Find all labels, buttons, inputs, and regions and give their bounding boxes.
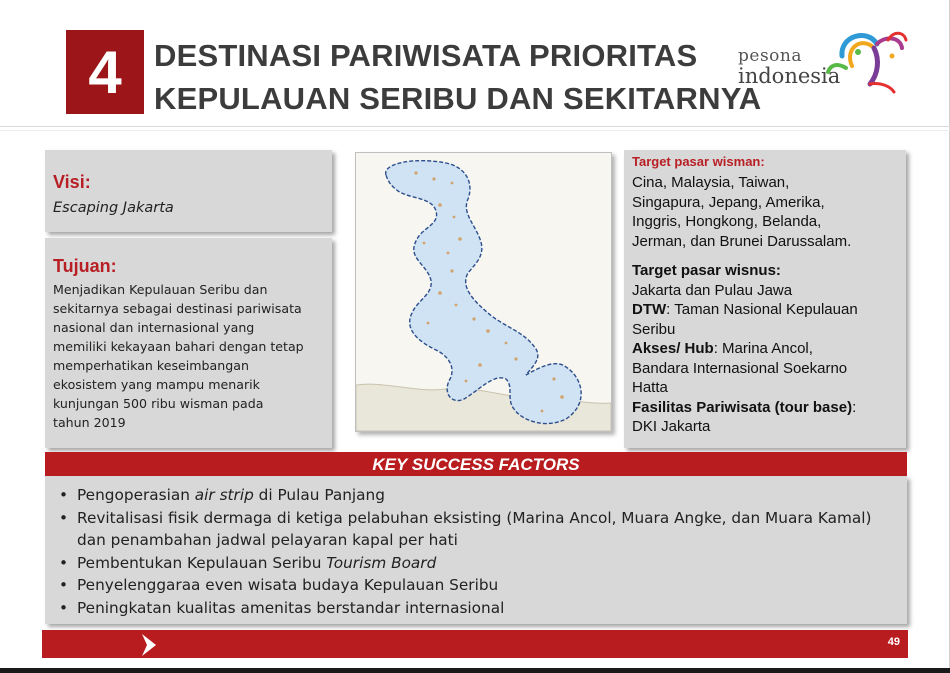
- footer-bar: [42, 630, 908, 658]
- tujuan-line: tahun 2019: [53, 415, 126, 430]
- tujuan-line: memperhatikan keseimbangan: [53, 358, 249, 373]
- ksf-item: • Pembentukan Kepulauan Seribu Tourism Board: [59, 553, 437, 572]
- ksf-item: • Pengoperasian air strip di Pulau Panjang: [59, 486, 385, 504]
- target-wisman-list: [632, 173, 851, 251]
- section-number: 4: [88, 38, 122, 106]
- fasilitas-text: DKI Jakarta: [632, 418, 711, 435]
- fasilitas-label: Fasilitas Pariwisata (tour base): [632, 398, 853, 416]
- tujuan-text: [53, 280, 328, 432]
- ksf-item: • Revitalisasi fisik dermaga di ketiga pelabuhan eksisting (Marina Ancol, Muara Angke, dan Muara Kamal): [59, 508, 872, 527]
- target-wisnus-text: Jakarta dan Pulau Jawa: [632, 281, 793, 299]
- tujuan-line: ekosistem yang mampu menarik: [53, 377, 260, 392]
- target-wisman-line: Singapura, Jepang, Amerika,: [632, 193, 825, 211]
- tujuan-line: nasional dan internasional yang: [53, 320, 255, 335]
- logo-swirl-icon: [822, 26, 908, 96]
- target-wisman-line: Jerman, dan Brunei Darussalam.: [632, 232, 852, 250]
- ksf-item: • Peningkatan kualitas amenitas berstandar internasional: [59, 598, 505, 617]
- tujuan-line: memiliki kekayaan bahari dengan tetap: [53, 339, 304, 354]
- section-number-badge: [66, 30, 144, 114]
- ksf-heading: KEY SUCCESS FACTORS: [372, 455, 580, 474]
- dtw-text: : Taman Nasional Kepulauan: [666, 301, 858, 318]
- visi-heading: Visi:: [53, 172, 91, 192]
- logo-text-pesona: pesona: [738, 46, 802, 66]
- target-details: [632, 261, 858, 437]
- title-line-1: DESTINASI PARIWISATA PRIORITAS: [154, 38, 698, 73]
- target-market-card: [624, 150, 906, 448]
- kepulauan-seribu-map: [355, 152, 612, 432]
- ksf-list: [59, 484, 899, 620]
- target-wisman-line: Inggris, Hongkong, Belanda,: [632, 213, 822, 230]
- visi-text: Escaping Jakarta: [53, 200, 174, 216]
- dtw-text-cont: Seribu: [632, 320, 676, 338]
- fasilitas-colon: :: [852, 398, 857, 416]
- akses-text-cont: Hatta: [632, 379, 668, 396]
- page-number: 49: [887, 636, 900, 648]
- ksf-item: • Penyelenggaraa even wisata budaya Kepulauan Seribu: [59, 576, 499, 595]
- ksf-heading-bar: [45, 452, 907, 476]
- tujuan-line: kunjungan 500 ribu wisman pada: [53, 396, 264, 411]
- title-line-2: KEPULAUAN SERIBU DAN SEKITARNYA: [154, 81, 762, 116]
- target-wisnus-heading: Target pasar wisnus:: [632, 262, 781, 279]
- tujuan-card: [45, 238, 332, 448]
- tujuan-line: Menjadikan Kepulauan Seribu dan: [53, 282, 268, 297]
- dtw-label: DTW: [632, 301, 667, 318]
- tujuan-line: sekitarnya sebagai destinasi pariwisata: [53, 301, 302, 316]
- page-title: [154, 34, 761, 120]
- target-wisman-line: Cina, Malaysia, Taiwan,: [632, 174, 790, 191]
- tujuan-heading: Tujuan:: [53, 256, 117, 276]
- target-wisman-heading: Target pasar wisman:: [632, 154, 765, 169]
- akses-label: Akses/ Hub: [632, 340, 714, 357]
- map-illustration: [356, 153, 611, 431]
- akses-text-cont: Bandara Internasional Soekarno: [632, 359, 848, 377]
- header-divider-shadow: [0, 130, 950, 131]
- ksf-item-continuation: dan penambahan jadwal pelayaran kapal per hati: [77, 531, 458, 550]
- ksf-card: [45, 476, 907, 624]
- logo-text-indonesia: indonesia: [738, 64, 841, 88]
- bottom-border: [0, 668, 950, 673]
- chevron-right-icon: [138, 633, 160, 657]
- visi-card: [45, 150, 332, 232]
- akses-text: : Marina Ancol,: [713, 340, 813, 357]
- pesona-indonesia-logo: [738, 26, 908, 96]
- header-divider: [0, 126, 950, 127]
